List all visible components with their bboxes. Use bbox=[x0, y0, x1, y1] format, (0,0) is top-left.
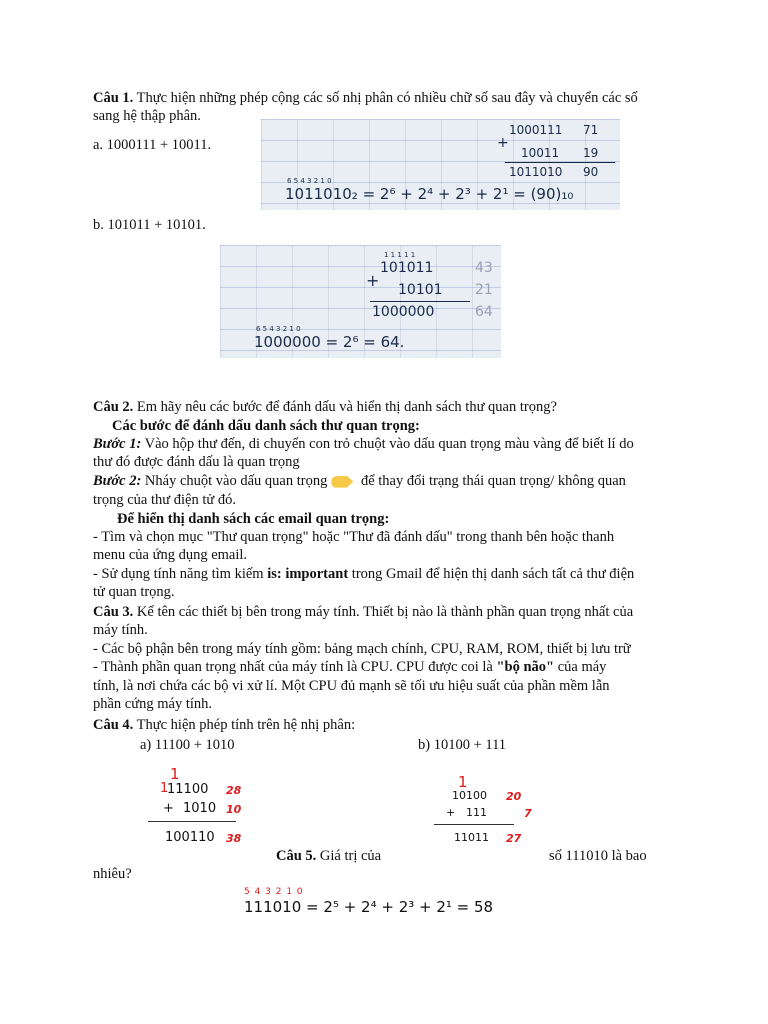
photo-a-bottom-num: 10011 bbox=[521, 146, 560, 160]
photo-a-bottom-dec: 19 bbox=[583, 146, 599, 160]
q3-title: Câu 3. bbox=[93, 604, 134, 620]
q5-line1 bbox=[276, 847, 381, 865]
calc-a-top: 11100 bbox=[167, 782, 209, 797]
photo-b-top-num: 101011 bbox=[380, 260, 434, 276]
q4-b-label: b) 10100 + 111 bbox=[418, 737, 507, 753]
calc-a-result-dec: 38 bbox=[226, 832, 242, 845]
q3-bullet2c: tính, là nơi chứa các bộ vi xử lí. Một CPU đủ mạnh sẽ tối ưu hiệu suất của phần mềm lẫn bbox=[93, 678, 610, 694]
q1-text1: Thực hiện những phép cộng các số nhị phân có nhiều chữ số sau đây và chuyển các số bbox=[133, 90, 638, 106]
q3-text1: Kể tên các thiết bị bên trong máy tính. Thiết bị nào là thành phần quan trọng nhất của bbox=[133, 604, 634, 620]
photo-b-place-marks: 6 5 4 3 2 1 0 bbox=[256, 325, 301, 333]
photo-b-bottom-dec: 21 bbox=[475, 282, 493, 298]
q4-text: Thực hiện phép tính trên hệ nhị phân: bbox=[133, 717, 356, 733]
q2-bullet2b: trong Gmail để hiện thị danh sách tất cả thư điện bbox=[348, 566, 635, 582]
q2-step2-text-b: để thay đổi trạng thái quan trọng/ không quan bbox=[357, 473, 626, 489]
q5-text-c: nhiêu? bbox=[93, 866, 132, 882]
photo-b-plus: + bbox=[366, 271, 380, 290]
q1-text2: sang hệ thập phân. bbox=[93, 108, 201, 124]
q2-bullet2a: - Sử dụng tính năng tìm kiếm bbox=[93, 566, 268, 582]
q2-line1 bbox=[93, 398, 557, 416]
q2-title: Câu 2. bbox=[93, 399, 134, 415]
calc-b bbox=[418, 773, 538, 850]
photo-b-top-dec: 43 bbox=[475, 260, 493, 276]
calc-b-bottom: 111 bbox=[466, 806, 487, 819]
q3-line1 bbox=[93, 603, 633, 621]
photo-a-result-dec: 90 bbox=[583, 165, 599, 179]
calc-b-bottom-dec: 7 bbox=[524, 807, 532, 820]
q3-bullet2 bbox=[93, 658, 606, 676]
handwritten-photo-b bbox=[220, 245, 501, 358]
important-marker-icon bbox=[331, 476, 353, 488]
handwritten-photo-a bbox=[261, 119, 620, 210]
photo-b-carries: 1 1 1 1 1 bbox=[384, 251, 416, 259]
q4-line1 bbox=[93, 716, 355, 734]
q5-text-b: số 111010 là bao bbox=[549, 848, 647, 864]
q2-step2-text-a: Nháy chuột vào dấu quan trọng bbox=[141, 473, 328, 489]
q2-bullet1: - Tìm và chọn mục "Thư quan trọng" hoặc "Thư đã đánh dấu" trong thanh bên hoặc thanh bbox=[93, 529, 615, 545]
q1-line1 bbox=[93, 89, 638, 107]
calc-b-result-dec: 27 bbox=[506, 832, 522, 845]
photo-a-formula: 1011010₂ = 2⁶ + 2⁴ + 2³ + 2¹ = (90)₁₀ bbox=[285, 185, 574, 203]
photo-a-top-dec: 71 bbox=[583, 123, 599, 137]
q2-heading2: Để hiển thị danh sách các email quan trọng: bbox=[117, 511, 390, 527]
q3-bullet2d: phần cứng máy tính. bbox=[93, 696, 213, 712]
q3-bullet1: - Các bộ phận bên trong máy tính gồm: bảng mạch chính, CPU, RAM, ROM, thiết bị lưu trữ bbox=[93, 641, 631, 657]
q2-step1-text2: thư đó được đánh dấu là quan trọng bbox=[93, 454, 300, 470]
photo-b-result: 1000000 bbox=[372, 304, 435, 320]
calc-a-top-dec: 28 bbox=[226, 784, 242, 797]
calc-b-top-dec: 20 bbox=[506, 790, 522, 803]
calc-b-carry: 1 bbox=[458, 773, 468, 791]
q3-bullet2b: của máy bbox=[554, 659, 607, 675]
q3-bullet2a: - Thành phần quan trọng nhất của máy tính là CPU. CPU được coi là bbox=[93, 659, 497, 675]
photo-a-result: 1011010 bbox=[509, 165, 563, 179]
q1-title: Câu 1. bbox=[93, 90, 134, 106]
q3-bullet2-bold: "bộ não" bbox=[496, 659, 555, 675]
q2-step1-label: Bước 1: bbox=[93, 436, 142, 452]
q4-title: Câu 4. bbox=[93, 717, 134, 733]
photo-a-top-num: 1000111 bbox=[509, 123, 563, 137]
q2-step2-label: Bước 2: bbox=[93, 473, 142, 489]
q5-place-marks: 5 4 3 2 1 0 bbox=[244, 887, 304, 897]
calc-a-rule bbox=[148, 821, 236, 822]
calc-a-result: 100110 bbox=[165, 830, 215, 845]
calc-a-carry: 1 bbox=[170, 765, 180, 783]
q2-step2-text2: trọng của thư điện tử đó. bbox=[93, 492, 236, 508]
q2-bullet2 bbox=[93, 565, 634, 583]
q2-step1 bbox=[93, 435, 634, 453]
q2-step1-text: Vào hộp thư đến, di chuyển con trỏ chuột vào dấu quan trọng màu vàng để biết lí do bbox=[141, 436, 634, 452]
calc-b-plus: + bbox=[446, 806, 456, 819]
photo-b-rule bbox=[370, 301, 470, 302]
photo-b-formula: 1000000 = 2⁶ = 64. bbox=[254, 333, 405, 351]
q5-text-a: Giá trị của bbox=[316, 848, 382, 864]
calc-a-bottom-dec: 10 bbox=[226, 803, 242, 816]
q1-part-b: b. 101011 + 10101. bbox=[93, 217, 206, 233]
calc-b-rule bbox=[434, 824, 514, 825]
photo-a-plus: + bbox=[497, 135, 509, 151]
calc-a bbox=[140, 765, 260, 850]
q5-formula: 111010 = 2⁵ + 2⁴ + 2³ + 2¹ = 58 bbox=[244, 898, 494, 916]
q2-bullet1b: menu của ứng dụng email. bbox=[93, 547, 248, 563]
calc-b-top: 10100 bbox=[452, 789, 487, 802]
calc-a-plus: + bbox=[163, 801, 174, 816]
q2-heading1: Các bước để đánh dấu danh sách thư quan trọng: bbox=[112, 418, 420, 434]
q1-part-a: a. 1000111 + 10011. bbox=[93, 137, 212, 153]
calc-a-carry2: 1 bbox=[160, 781, 169, 796]
q3-text2: máy tính. bbox=[93, 622, 148, 638]
photo-b-bottom-num: 10101 bbox=[398, 282, 443, 298]
calc-a-bottom: 1010 bbox=[183, 801, 217, 816]
q2-text: Em hãy nêu các bước để đánh dấu và hiển thị danh sách thư quan trọng? bbox=[133, 399, 557, 415]
q2-step2 bbox=[93, 472, 626, 490]
q5-title: Câu 5. bbox=[276, 848, 317, 864]
calc-b-result: 11011 bbox=[454, 831, 489, 844]
q2-bullet2-bold: is: important bbox=[267, 566, 349, 582]
photo-a-rule bbox=[505, 162, 615, 163]
q4-a-label: a) 11100 + 1010 bbox=[140, 737, 235, 753]
photo-a-place-marks: 6 5 4 3 2 1 0 bbox=[287, 177, 332, 185]
photo-b-result-dec: 64 bbox=[475, 304, 493, 320]
q2-bullet2c: tử quan trọng. bbox=[93, 584, 175, 600]
